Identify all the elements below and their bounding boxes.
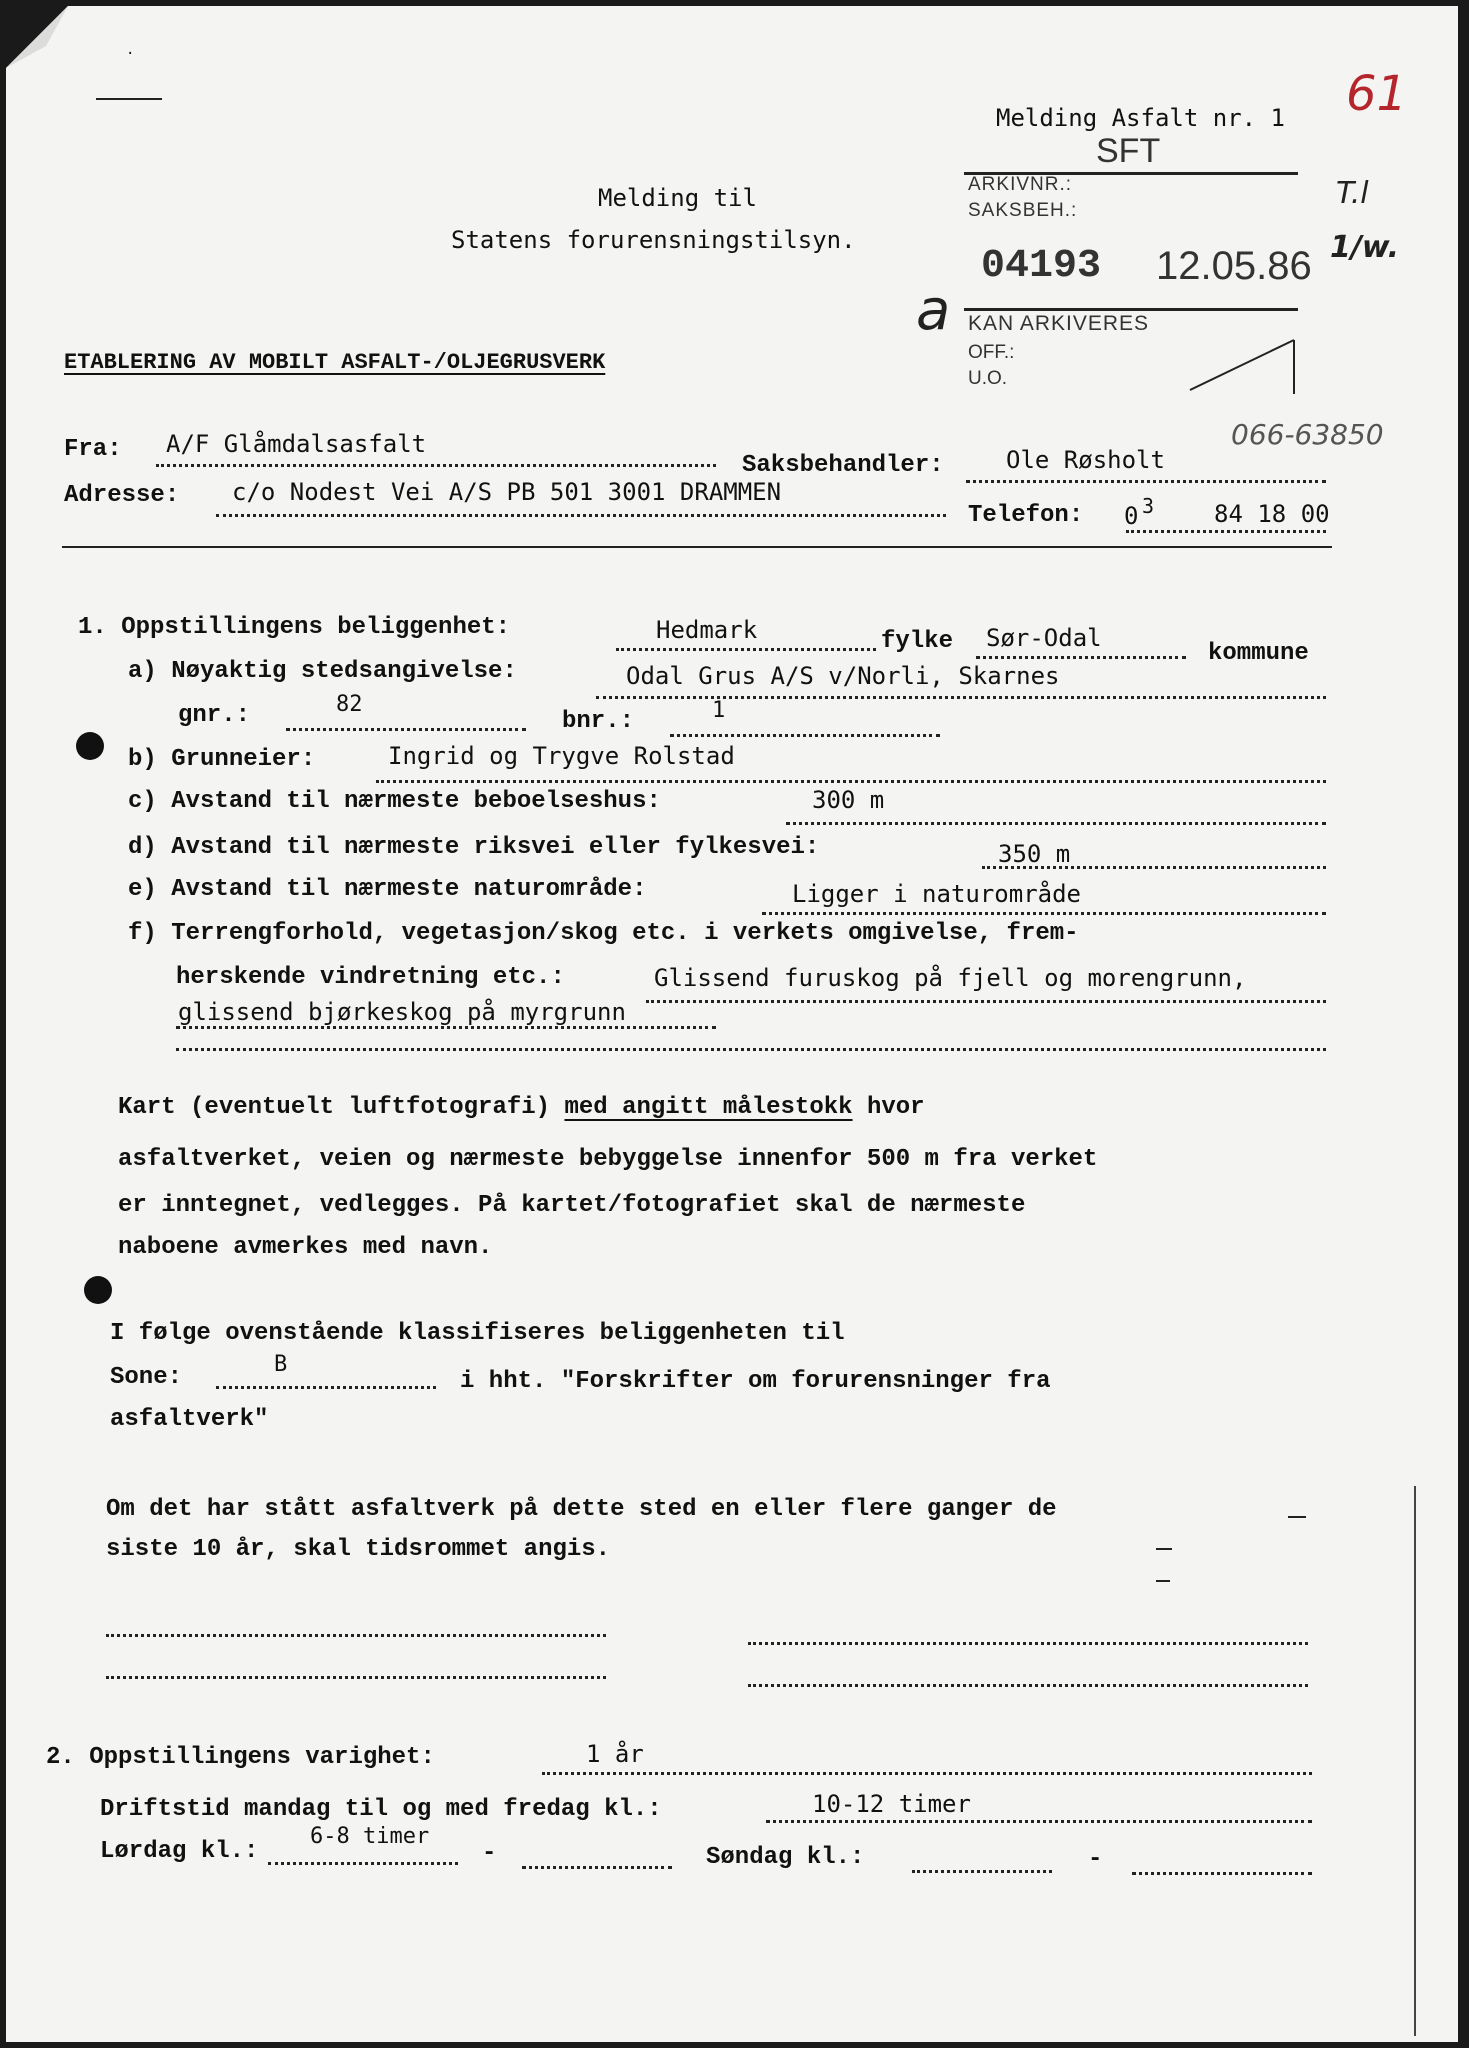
item-b-dots	[376, 780, 1326, 783]
item-a-value: Odal Grus A/S v/Norli, Skarnes	[626, 662, 1060, 690]
fra-dots	[156, 464, 716, 467]
item-f-label-line2: herskende vindretning etc.:	[176, 964, 565, 991]
item-f-dots3	[176, 1048, 1326, 1051]
addressee-line1: Melding til	[598, 184, 757, 212]
handwritten-page-number: 61	[1346, 66, 1408, 122]
section1-heading: 1. Oppstillingens beliggenhet:	[78, 614, 511, 641]
sone-value: B	[274, 1352, 288, 1377]
telefon-prefix: 0	[1124, 502, 1139, 530]
item-b-value: Ingrid og Trygve Rolstad	[388, 742, 735, 770]
driftstid-value: 10-12 timer	[812, 1790, 971, 1818]
item-c-value: 300 m	[812, 786, 885, 814]
item-f-dots1	[646, 1000, 1326, 1003]
tidsrom-dots	[106, 1634, 606, 1637]
fylke-label: fylke	[881, 628, 954, 655]
stamp-arkivnr-label: ARKIVNR.:	[968, 174, 1073, 195]
klassifisering-line2: i hht. "Forskrifter om forurensninger fra	[460, 1368, 1051, 1395]
tidsrom-dots	[748, 1642, 1308, 1645]
sondag-dots2	[1132, 1872, 1312, 1875]
stamp-rule	[964, 308, 1298, 311]
gnr-label: gnr.:	[178, 702, 251, 729]
gnr-value: 82	[336, 692, 363, 717]
telefon-dots	[1126, 530, 1326, 533]
item-f-value-line1: Glissend furuskog på fjell og morengrunn,	[654, 964, 1247, 992]
fylke-value: Hedmark	[656, 616, 758, 644]
stamp-check-icon	[1186, 336, 1300, 396]
form-title: ETABLERING AV MOBILT ASFALT-/OLJEGRUSVERK	[64, 350, 606, 375]
section2-heading: 2. Oppstillingens varighet:	[46, 1744, 435, 1771]
item-e-label: e) Avstand til nærmeste naturområde:	[128, 876, 647, 903]
stamp-journal-number: 04193	[981, 244, 1102, 289]
item-f-label-line1: f) Terrengforhold, vegetasjon/skog etc. i verkets omgivelse, frem-	[128, 920, 1079, 947]
telefon-area: 3	[1142, 494, 1155, 518]
kommune-value: Sør-Odal	[986, 624, 1102, 652]
section-divider	[62, 546, 1332, 548]
klassifisering-line3: asfaltverk"	[110, 1406, 269, 1433]
bnr-label: bnr.:	[562, 708, 635, 735]
sone-dots	[216, 1386, 436, 1389]
stamp-saksbeh-label: SAKSBEH.:	[968, 200, 1078, 221]
lordag-dots	[268, 1862, 458, 1865]
adresse-dots	[216, 514, 946, 517]
kart-line1-underlined: med angitt målestokk	[564, 1094, 853, 1121]
fylke-dots	[616, 648, 876, 651]
document-page	[6, 6, 1458, 2042]
item-c-dots	[786, 822, 1326, 825]
stamp-uo-label: U.O.	[968, 368, 1008, 389]
varighet-value: 1 år	[586, 1740, 644, 1768]
margin-mark	[96, 98, 162, 100]
sondag-label: Søndag kl.:	[706, 1844, 865, 1871]
item-f-value-line2: glissend bjørkeskog på myrgrunn	[178, 998, 626, 1026]
melding-number: Melding Asfalt nr. 1	[996, 104, 1285, 132]
bullet-mark	[76, 732, 104, 760]
margin-mark	[1156, 1548, 1172, 1550]
varighet-dots	[542, 1772, 1312, 1775]
item-a-label: a) Nøyaktig stedsangivelse:	[128, 658, 517, 685]
kommune-label: kommune	[1208, 640, 1309, 667]
stamp-off-label: OFF.:	[968, 342, 1015, 363]
fold-line	[1414, 1486, 1416, 2036]
tidsrom-dots	[106, 1676, 606, 1679]
bnr-value: 1	[712, 698, 726, 723]
folded-corner-icon	[6, 6, 86, 86]
bullet-mark	[84, 1276, 112, 1304]
gnr-dots	[286, 728, 526, 731]
handwritten-initial: a	[916, 278, 951, 343]
stamp-kan-arkiveres: KAN ARKIVERES	[968, 312, 1150, 335]
saksbehandler-value: Ole Røsholt	[1006, 446, 1165, 474]
item-c-label: c) Avstand til nærmeste beboelseshus:	[128, 788, 661, 815]
adresse-label: Adresse:	[64, 482, 180, 509]
item-e-dots	[762, 912, 1326, 915]
kart-line4: naboene avmerkes med navn.	[118, 1234, 493, 1261]
lordag-label: Lørdag kl.:	[100, 1838, 259, 1865]
kart-line1	[118, 1094, 925, 1121]
kart-line3: er inntegnet, vedlegges. På kartet/fotografiet skal de nærmeste	[118, 1192, 1026, 1219]
item-d-label: d) Avstand til nærmeste riksvei eller fylkesvei:	[128, 834, 820, 861]
tidsrom-line1: Om det har stått asfaltverk på dette sted en eller flere ganger de	[106, 1496, 1057, 1523]
sondag-dash: -	[1088, 1846, 1103, 1873]
margin-mark	[1156, 1580, 1170, 1582]
kommune-dots	[976, 656, 1186, 659]
item-a-dots	[596, 696, 1326, 699]
sone-label: Sone:	[110, 1364, 183, 1391]
kart-line2: asfaltverket, veien og nærmeste bebyggelse innenfor 500 m fra verket	[118, 1146, 1098, 1173]
lordag-dash: -	[482, 1840, 497, 1867]
lordag-value: 6-8 timer	[310, 1824, 430, 1849]
lordag-dots2	[522, 1866, 672, 1869]
driftstid-dots	[766, 1820, 1312, 1823]
bnr-dots	[670, 734, 940, 737]
driftstid-label: Driftstid mandag til og med fredag kl.:	[100, 1796, 662, 1823]
saksbehandler-dots	[966, 480, 1326, 483]
addressee-line2: Statens forurensningstilsyn.	[451, 226, 856, 254]
stamp-date: 12.05.86	[1156, 244, 1312, 288]
kart-line1-text: Kart (eventuelt luftfotografi)	[118, 1094, 551, 1121]
tidsrom-line2: siste 10 år, skal tidsrommet angis.	[106, 1536, 611, 1563]
klassifisering-line1: I følge ovenstående klassifiseres beliggenheten til	[110, 1320, 845, 1347]
item-e-value: Ligger i naturområde	[792, 880, 1081, 908]
sondag-dots	[912, 1870, 1052, 1873]
adresse-value: c/o Nodest Vei A/S PB 501 3001 DRAMMEN	[232, 478, 782, 506]
fra-label: Fra:	[64, 436, 122, 463]
telefon-value: 84 18 00	[1214, 500, 1330, 528]
saksbehandler-label: Saksbehandler:	[742, 452, 944, 479]
handwritten-margin-note: 1/w.	[1330, 230, 1400, 265]
handwritten-phone: 066-63850	[1231, 418, 1384, 451]
margin-dot: ·	[126, 46, 135, 62]
fra-value: A/F Glåmdalsasfalt	[166, 430, 427, 458]
item-d-value: 350 m	[998, 840, 1071, 868]
tidsrom-dots	[748, 1684, 1308, 1687]
item-b-label: b) Grunneier:	[128, 746, 316, 773]
telefon-label: Telefon:	[968, 502, 1084, 529]
margin-mark	[1288, 1516, 1306, 1518]
stamp-org: SFT	[1096, 132, 1161, 170]
item-f-dots2	[176, 1026, 716, 1029]
kart-line1-end: hvor	[866, 1094, 925, 1121]
handwritten-margin-note: T.l	[1336, 176, 1369, 211]
